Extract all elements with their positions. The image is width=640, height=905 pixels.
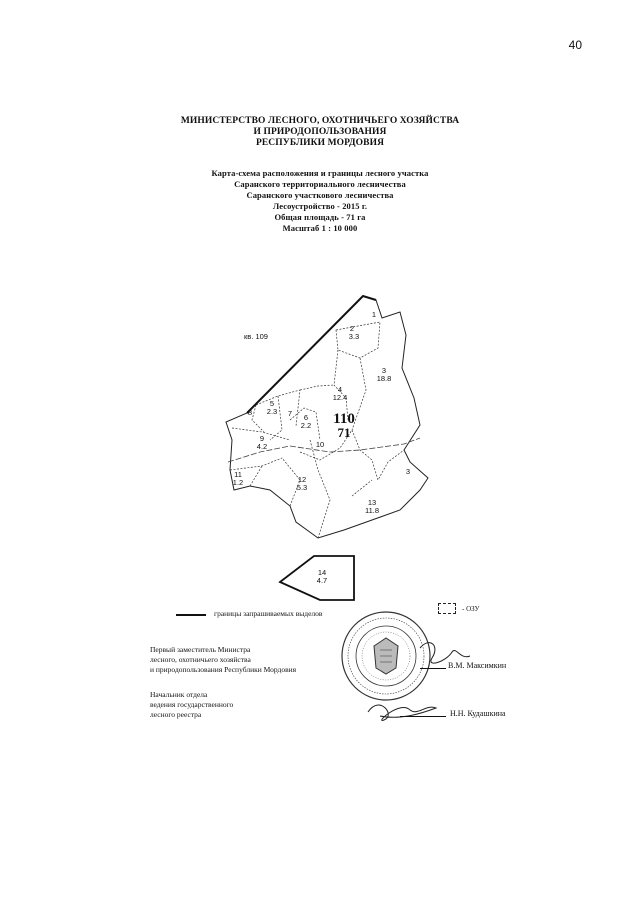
signature-2 (368, 705, 436, 720)
legend-ozu-label: - ОЗУ (462, 605, 480, 613)
signatory-title-line: лесного реестра (150, 710, 202, 719)
legend-boundary-line (176, 614, 206, 616)
map-caption-line: Карта-схема расположения и границы лесного участка (211, 168, 429, 178)
plot-id: 2 (349, 324, 355, 333)
plot-id: 11 (234, 470, 242, 479)
plot-id: 4 (337, 385, 343, 394)
plot-id: 12 (297, 475, 307, 484)
plot-area: 1.2 (232, 478, 244, 487)
signatory-1-name: В.М. Максимкин (448, 661, 507, 670)
plot-area: 2.3 (266, 407, 278, 416)
plot-id: 9 (259, 434, 265, 443)
signatory-2-name: Н.Н. Кудашкина (450, 709, 506, 718)
plot-area: 11.8 (364, 506, 380, 515)
map-caption-line: Масштаб 1 : 10 000 (282, 223, 358, 233)
legend-ozu-symbol (438, 603, 456, 614)
signatory-1-title (150, 645, 296, 675)
ministry-line: И ПРИРОДОПОЛЬЗОВАНИЯ (253, 127, 387, 137)
signatory-title-line: и природопользования Республики Мордовия (150, 665, 297, 674)
plot-area: 4.7 (316, 576, 328, 585)
plot-area: 2.2 (300, 421, 312, 430)
map-caption-line: Саранского участкового лесничества (246, 190, 394, 200)
plot-area: 4.2 (256, 442, 268, 451)
plot-area: 5.3 (296, 483, 308, 492)
quarter-number: 110 (333, 411, 355, 427)
signatory-2-title (150, 690, 233, 720)
map-caption-line: Общая площадь - 71 га (274, 212, 366, 222)
plot-id: 3 (405, 467, 411, 476)
plot-area: 12.4 (332, 393, 348, 402)
page-number: 40 (568, 38, 582, 52)
map-caption-line: Лесоустройство - 2015 г. (272, 201, 368, 211)
map-caption-line: Саранского территориального лесничества (234, 179, 406, 189)
plot-id: 3 (381, 366, 387, 375)
plot-area: 3.3 (348, 332, 360, 341)
plot-id: 6 (303, 413, 309, 422)
signature-line (400, 716, 446, 717)
plot-id: 14 (317, 568, 327, 577)
plot-id: 1 (371, 310, 377, 319)
ministry-line: МИНИСТЕРСТВО ЛЕСНОГО, ОХОТНИЧЬЕГО ХОЗЯЙСТВА (180, 116, 460, 126)
signature-line (420, 668, 446, 669)
signatory-title-line: лесного, охотничьего хозяйства (150, 655, 251, 664)
official-seal-stamp (342, 612, 430, 700)
plot-area: 18.8 (376, 374, 392, 383)
neighbor-label: кв. 109 (244, 332, 268, 341)
quarter-area: 71 (337, 425, 351, 440)
plot-id: 13 (367, 498, 377, 507)
requested-boundary-nw (247, 296, 376, 413)
signatory-title-line: Первый заместитель Министра (150, 645, 251, 654)
legend-boundary-label: границы запрашиваемых выделов (214, 609, 323, 618)
signatory-title-line: Начальник отдела (150, 690, 208, 699)
plot-id: 5 (269, 399, 275, 408)
ministry-line: РЕСПУБЛИКИ МОРДОВИЯ (255, 138, 385, 148)
signatory-title-line: ведения государственного (150, 700, 234, 709)
plot-id: 8 (247, 408, 253, 417)
plot-id: 7 (287, 409, 293, 418)
plot-id: 10 (315, 440, 325, 449)
